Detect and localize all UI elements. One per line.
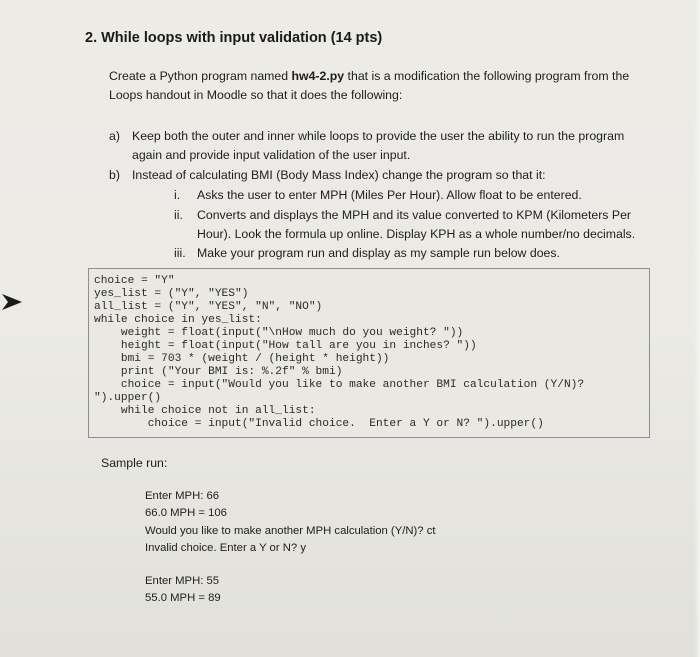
sub-marker-i: i. — [174, 188, 181, 202]
sample-line: Enter MPH: 55 — [145, 575, 220, 587]
sub-item-ii-line2: Hour). Look the formula up online. Display KPH as a whole number/no decimals. — [197, 227, 636, 241]
list-item-a-line2: again and provide input validation of the user input. — [132, 148, 411, 162]
sample-line: Would you like to make another MPH calculation (Y/N)? ct — [145, 525, 436, 537]
list-item-b — [109, 166, 639, 185]
sample-line: Invalid choice. Enter a Y or N? y — [145, 542, 306, 554]
list-item-a-line1: Keep both the outer and inner while loops to provide the user the ability to run the program — [132, 129, 625, 143]
code-line: while choice not in all_list: — [94, 405, 316, 417]
sub-marker-iii: iii. — [174, 246, 186, 260]
sub-item-i-line1: Asks the user to enter MPH (Miles Per Hour). Allow float to be entered. — [197, 188, 582, 202]
code-listing — [88, 268, 650, 438]
code-line: yes_list = ("Y", "YES") — [94, 288, 249, 300]
code-line: print ("Your BMI is: %.2f" % bmi) — [94, 366, 343, 378]
sample-line: Enter MPH: 66 — [145, 490, 220, 502]
list-marker-b: b) — [109, 168, 120, 182]
pointer-arrow-icon — [0, 292, 30, 312]
code-line: weight = float(input("\nHow much do you weight? ")) — [94, 327, 464, 339]
question-heading: 2. While loops with input validation (14 pts) — [85, 30, 383, 46]
sub-item-iii-line1: Make your program run and display as my sample run below does. — [197, 246, 560, 260]
list-item-a — [109, 127, 639, 165]
intro-text-post: that is a modification the following program from the Loops handout in Moodle so that it does the following: — [109, 69, 630, 102]
list-item-b-line1: Instead of calculating BMI (Body Mass Index) change the program so that it: — [132, 168, 546, 182]
intro-filename: hw4-2.py — [291, 69, 345, 83]
intro-text-pre: Create a Python program named — [109, 69, 292, 83]
code-line: all_list = ("Y", "YES", "N", "NO") — [94, 301, 323, 313]
sample-line: 66.0 MPH = 106 — [145, 507, 227, 519]
code-line: while choice in yes_list: — [94, 314, 262, 326]
sample-run-label: Sample run: — [101, 456, 168, 470]
intro-paragraph — [109, 67, 649, 105]
list-marker-a: a) — [109, 129, 120, 143]
code-line: height = float(input("How tall are you in inches? ")) — [94, 340, 477, 352]
code-line: bmi = 703 * (weight / (height * height)) — [94, 353, 390, 365]
code-line: choice = "Y" — [94, 275, 175, 287]
code-line: ").upper() — [94, 392, 162, 404]
code-line: choice = input("Would you like to make another BMI calculation (Y/N)? — [94, 379, 585, 391]
sub-item-ii-line1: Converts and displays the MPH and its value converted to KPM (Kilometers Per — [197, 208, 631, 222]
page-edge — [694, 0, 700, 657]
code-line: choice = input("Invalid choice. Enter a Y or N? ").upper() — [94, 418, 544, 430]
sample-line: 55.0 MPH = 89 — [145, 592, 221, 604]
sub-marker-ii: ii. — [174, 208, 183, 222]
